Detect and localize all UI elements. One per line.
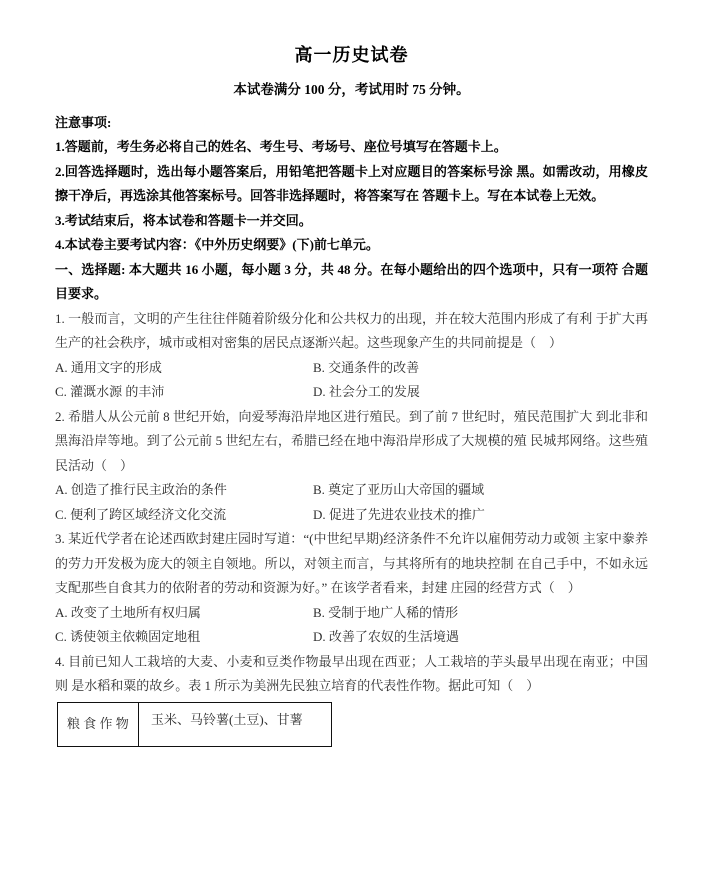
question-2-stem: 2. 希腊人从公元前 8 世纪开始，向爱琴海沿岸地区进行殖民。到了前 7 世纪时，殖民范围扩大 到北非和黑海沿岸等地。到了公元前 5 世纪左右，希腊已经在地中海沿岸形成了大规模的殖 民城邦网络。这些殖民活动（ ）: [55, 408, 648, 473]
question-2-options-row-2: [55, 503, 648, 528]
exam-subtitle: 本试卷满分 100 分，考试用时 75 分钟。: [233, 82, 470, 97]
question-1-options-row-2: [55, 380, 648, 405]
question-1-option-b: B. 交通条件的改善: [313, 359, 420, 375]
question-2-option-c: C. 便利了跨区域经济文化交流: [55, 506, 227, 522]
crops-table-label-cell: 粮 食 作 物: [58, 702, 139, 746]
note-item-3: 3.考试结束后，将本试卷和答题卡一并交回。: [55, 212, 312, 228]
question-3-options-row-2: [55, 625, 648, 650]
question-3-options-row-1: [55, 601, 648, 626]
note-item-1: 1.答题前，考生务必将自己的姓名、考生号、考场号、座位号填写在答题卡上。: [55, 139, 507, 154]
question-1-option-c: C. 灌溉水源 的丰沛: [55, 384, 165, 399]
question-1-options-row-1: [55, 356, 648, 381]
note-item-2: 2.回答选择题时，选出每小题答案后，用铅笔把答题卡上对应题目的答案标号涂 黑。如需改动，用橡皮擦干净后，再选涂其他答案标号。回答非选择题时，将答案写在 答题卡上。写在本试卷上无效。: [55, 163, 648, 203]
question-2-option-a: A. 创造了推行民主政治的条件: [55, 482, 227, 497]
question-2-option-b: B. 奠定了亚历山大帝国的疆域: [313, 482, 485, 497]
notes-heading: 注意事项:: [55, 114, 112, 130]
question-3-option-d: D. 改善了农奴的生活境遇: [313, 629, 459, 644]
crops-table: [57, 702, 332, 747]
question-3-option-a: A. 改变了土地所有权归属: [55, 604, 201, 620]
section-heading: 一、选择题: 本大题共 16 小题，每小题 3 分，共 48 分。在每小题给出的四个选项中，只有一项符 合题目要求。: [55, 261, 648, 301]
note-item-4: 4.本试卷主要考试内容：《中外历史纲要》(下)前七单元。: [55, 237, 379, 252]
question-1-stem: 1. 一般而言，文明的产生往往伴随着阶级分化和公共权力的出现，并在较大范围内形成了有利 于扩大再生产的社会秩序，城市或相对密集的居民点逐渐兴起。这些现象产生的共同前提是（ ）: [55, 310, 648, 350]
question-3-option-b: B. 受制于地广人稀的情形: [313, 604, 459, 620]
question-1: [55, 307, 648, 405]
question-2: [55, 405, 648, 528]
question-1-option-d: D. 社会分工的发展: [313, 384, 420, 399]
question-4: [55, 650, 648, 747]
question-4-stem: 4. 目前已知人工栽培的大麦、小麦和豆类作物最早出现在西亚；人工栽培的芋头最早出现在南亚；中国则 是水稻和粟的故乡。表 1 所示为美洲先民独立培育的代表性作物。据此可知（ ）: [55, 653, 648, 693]
question-3-option-c: C. 诱使领主依赖固定地租: [55, 629, 201, 644]
question-2-option-d: D. 促进了先进农业技术的推广: [313, 506, 485, 522]
question-3-stem: 3. 某近代学者在论述西欧封建庄园时写道：“(中世纪早期)经济条件不允许以雇佣劳动力或领 主家中豢养的劳力开发极为庞大的领主自领地。所以，对领主而言，与其将所有的地块控制 在自己手中，不如永远支配那些自食其力的依附者的劳动和资源为好。” 在该学者看来，封建 庄园的经营方式（ ）: [55, 531, 648, 595]
crops-table-value-cell: 玉米、马铃薯(土豆)、甘薯: [139, 702, 332, 746]
question-2-options-row-1: [55, 478, 648, 503]
question-3: [55, 527, 648, 650]
question-1-option-a: A. 通用文字的形成: [55, 359, 162, 375]
page-title: 高一历史试卷: [294, 45, 409, 65]
crops-table-row: [58, 702, 332, 746]
